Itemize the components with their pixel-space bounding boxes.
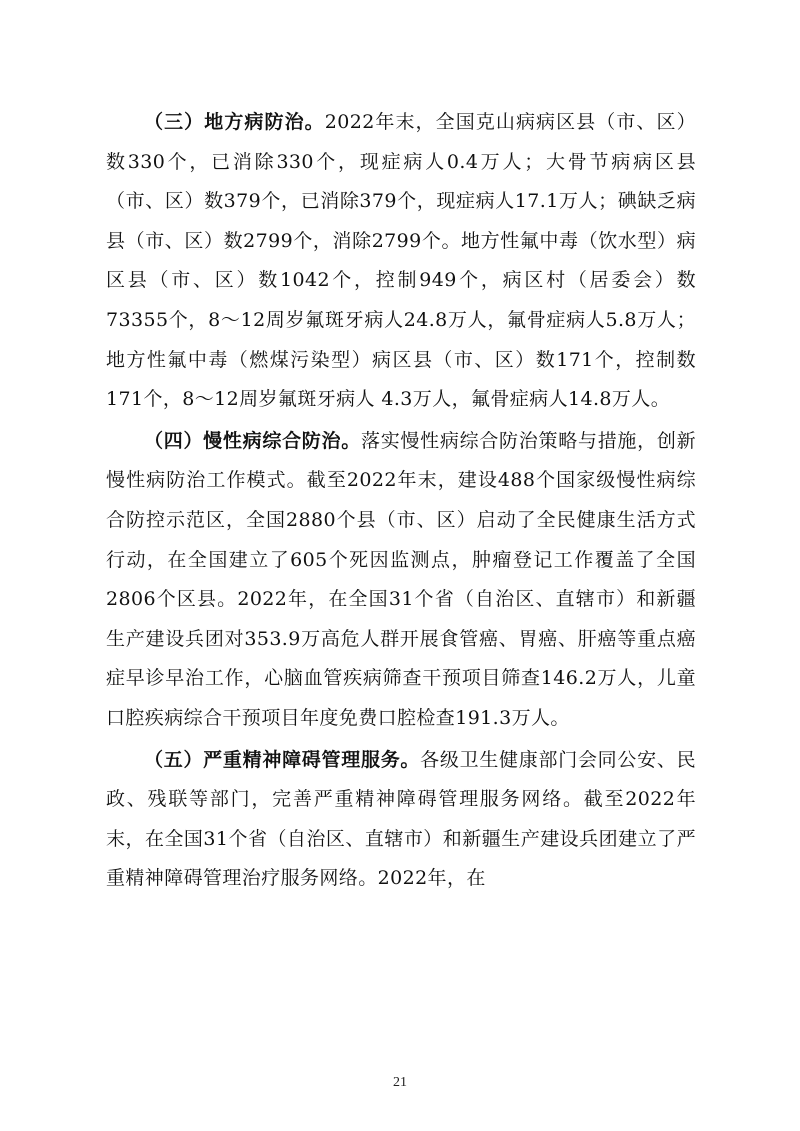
document-body (106, 103, 696, 901)
section-chronic-disease (106, 422, 696, 739)
section-heading: （五）严重精神障碍管理服务。 (144, 748, 421, 771)
section-text: 各级卫生健康部门会同公安、民政、残联等部门，完善严重精神障碍管理服务网络。截至2022年末，在全国31个省（自治区、直辖市）和新疆生产建设兵团建立了严重精神障碍管理治疗服务网络。2022年，在 (106, 748, 696, 890)
section-heading: （四）慢性病综合防治。 (144, 429, 361, 452)
section-heading: （三）地方病防治。 (144, 111, 325, 133)
section-text: 2022年末，全国克山病病区县（市、区）数330个，已消除330个，现症病人0.4万人；大骨节病病区县（市、区）数379个，已消除379个，现症病人17.1万人；碘缺乏病县（市、区）数2799个，消除2799个。地方性氟中毒（饮水型）病区县（市、区）数1042个，控制949个，病区村（居委会）数73355个，8～12周岁氟斑牙病人24.8万人，氟骨症病人5.8万人；地方性氟中毒（燃煤污染型）病区县（市、区）数171个，控制数171个，8～12周岁氟斑牙病人 4.3万人，氟骨症病人14.8万人。 (106, 111, 696, 411)
section-endemic-disease (106, 103, 696, 420)
section-mental-disorder (106, 741, 696, 899)
section-text: 落实慢性病综合防治策略与措施，创新慢性病防治工作模式。截至2022年末，建设488个国家级慢性病综合防控示范区，全国2880个县（市、区）启动了全民健康生活方式行动，在全国建立了605个死因监测点，肿瘤登记工作覆盖了全国2806个区县。2022年，在全国31个省（自治区、直辖市）和新疆生产建设兵团对353.9万高危人群开展食管癌、胃癌、肝癌等重点癌症早诊早治工作，心脑血管疾病筛查干预项目筛查146.2万人，儿童口腔疾病综合干预项目年度免费口腔检查191.3万人。 (106, 429, 696, 729)
page-number: 21 (393, 1075, 407, 1090)
